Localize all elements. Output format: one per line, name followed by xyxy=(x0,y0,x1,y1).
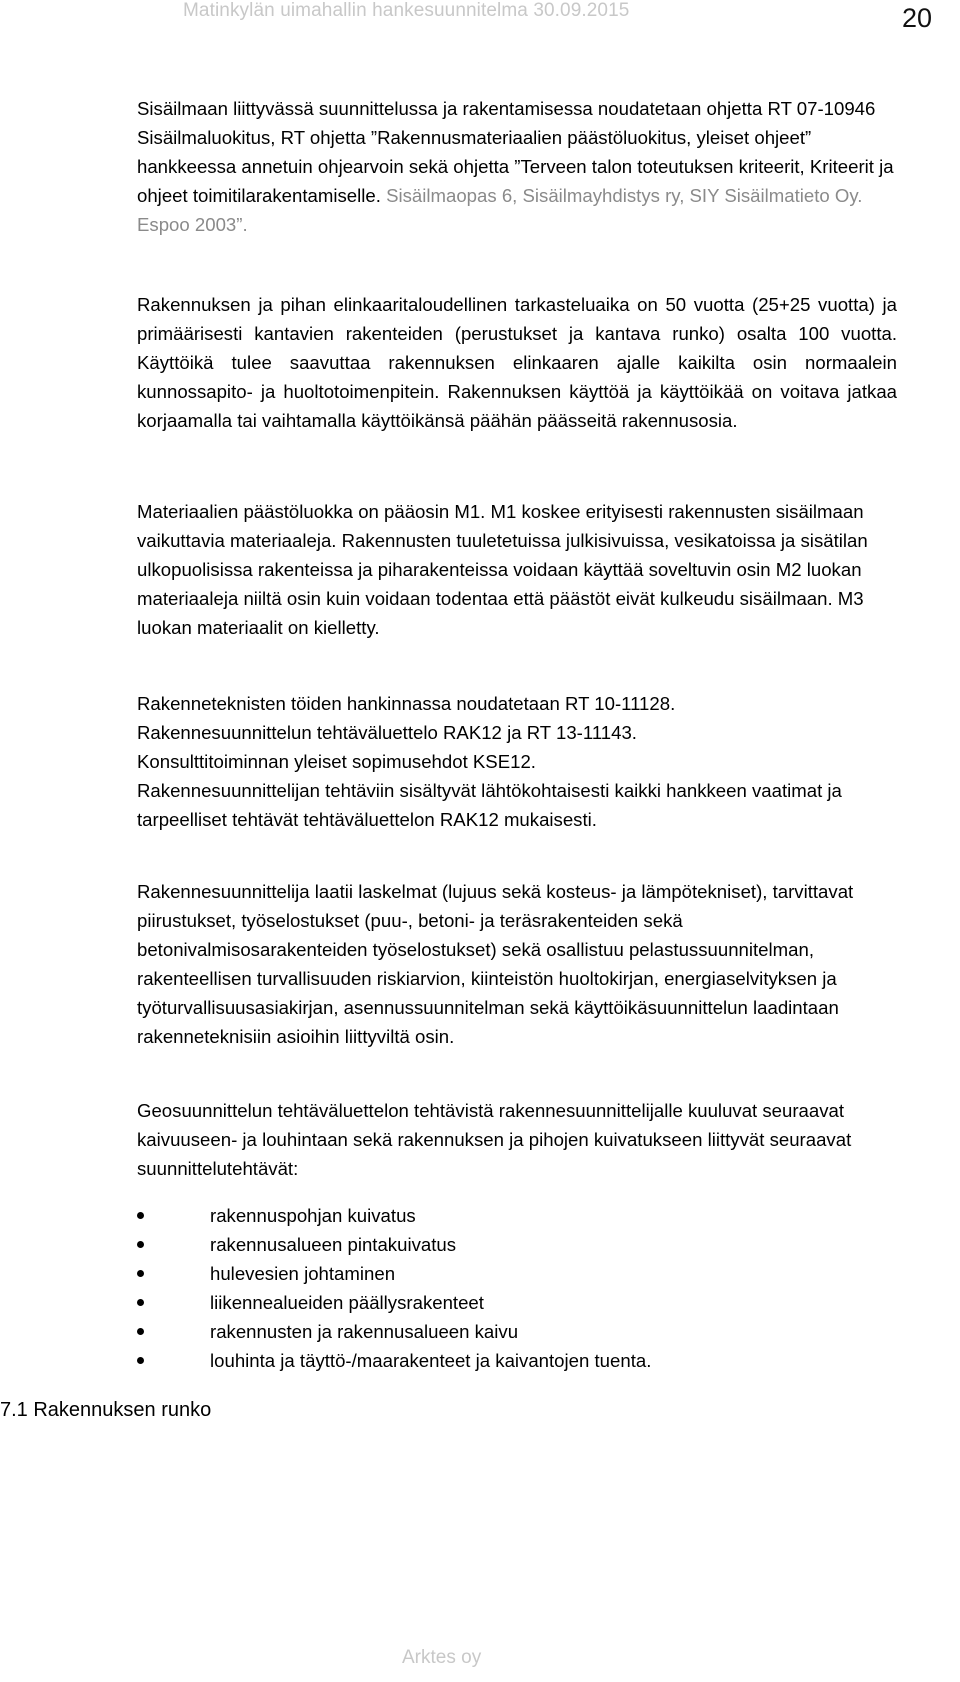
paragraph-geo-design: Geosuunnittelun tehtäväluettelon tehtävistä rakennesuunnittelijalle kuuluvat seuraavat kaivuuseen- ja louhintaan sekä rakennuksen ja pihojen kuivatukseen liittyvät seuraavat suunnittelutehtävät: xyxy=(137,1100,852,1179)
list-item xyxy=(137,1346,651,1375)
bullet-icon xyxy=(137,1357,144,1364)
geo-task-list xyxy=(137,1201,651,1375)
bullet-icon xyxy=(137,1270,144,1277)
paragraph-emission-class: Materiaalien päästöluokka on pääosin M1. M1 koskee erityisesti rakennusten sisäilmaan vaikuttavia materiaaleja. Rakennusten tuuletetuissa julkisivuissa, vesikatoissa ja sisätilan ulkopuolisissa rakenteissa ja piharakenteissa voidaan käyttää soveltuvin osin M2 luokan materiaaleja niiltä osin kuin voidaan todentaa että päästöt eivät kulkeudu sisäilmaan. M3 luokan materiaalit on kielletty. xyxy=(137,501,868,638)
list-item-text: liikennealueiden päällysrakenteet xyxy=(210,1292,484,1313)
section-heading: 7.1 Rakennuksen runko xyxy=(0,1399,212,1421)
bullet-icon xyxy=(137,1212,144,1219)
page-footer: Arktes oy xyxy=(402,1647,482,1668)
page-header-title: Matinkylän uimahallin hankesuunnitelma 30.09.2015 xyxy=(183,0,630,21)
list-item xyxy=(137,1230,651,1259)
list-item xyxy=(137,1259,651,1288)
list-item-text: rakennusten ja rakennusalueen kaivu xyxy=(210,1321,519,1342)
bullet-icon xyxy=(137,1299,144,1306)
paragraph-indoor-air-main: Sisäilmaan liittyvässä suunnittelussa ja rakentamisessa noudatetaan ohjetta RT 07-10946 Sisäilmaluokitus, RT ohjetta ”Rakennusmateriaalien päästöluokitus, yleiset ohjeet” hankkeessa annetuin ohjearvoin sekä ohjetta ”Terveen talon toteutuksen kriteerit, Kriteerit ja ohjeet toimitilarakentamiselle. xyxy=(137,98,894,206)
procurement-line-3: Konsulttitoiminnan yleiset sopimusehdot KSE12. xyxy=(137,751,536,772)
paragraph-lifecycle: Rakennuksen ja pihan elinkaaritaloudellinen tarkasteluaika on 50 vuotta (25+25 vuotta) ja primäärisesti kantavien rakenteiden (perustukset ja kantava runko) osalta 100 vuotta. Käyttöikä tulee saavuttaa rakennuksen elinkaaren ajalle kaikilta osin normaalein kunnossapito- ja huoltotoimenpitein. Rakennuksen käyttöä ja käyttöikää on voitava jatkaa korjaamalla tai vaihtamalla käyttöikänsä päähän päässeitä rakennusosia. xyxy=(137,294,897,431)
paragraph-indoor-air-reference: Sisäilmaopas 6, Sisäilmayhdistys ry, SIY Sisäilmatieto Oy. Espoo 2003”. xyxy=(137,185,863,235)
bullet-icon xyxy=(137,1328,144,1335)
paragraph-procurement xyxy=(137,689,897,834)
list-item xyxy=(137,1201,651,1230)
paragraph-indoor-air xyxy=(137,94,897,239)
list-item-text: hulevesien johtaminen xyxy=(210,1263,396,1284)
procurement-line-4: Rakennesuunnittelijan tehtäviin sisältyvät lähtökohtaisesti kaikki hankkeen vaatimat ja tarpeelliset tehtävät tehtäväluettelon RAK12 mukaisesti. xyxy=(137,780,842,830)
list-item-text: rakennuspohjan kuivatus xyxy=(210,1205,416,1226)
paragraph-structural-designer: Rakennesuunnittelija laatii laskelmat (lujuus sekä kosteus- ja lämpötekniset), tarvittavat piirustukset, työselostukset (puu-, betoni- ja teräsrakenteiden sekä betonivalmisosarakenteiden työselostukset) sekä osallistuu pelastussuunnitelman, rakenteellisen turvallisuuden riskiarvion, kiinteistön huoltokirjan, energiaselvityksen ja työturvallisuusasiakirjan, asennussuunnitelman sekä käyttöikäsuunnittelun laadintaan rakenneteknisiin asioihin liittyviltä osin. xyxy=(137,881,854,1047)
list-item xyxy=(137,1317,651,1346)
page-number: 20 xyxy=(901,3,932,33)
list-item xyxy=(137,1288,651,1317)
list-item-text: louhinta ja täyttö-/maarakenteet ja kaivantojen tuenta. xyxy=(210,1350,652,1371)
procurement-line-1: Rakenneteknisten töiden hankinnassa noudatetaan RT 10-11128. xyxy=(137,693,676,714)
bullet-icon xyxy=(137,1241,144,1248)
procurement-line-2: Rakennesuunnittelun tehtäväluettelo RAK12 ja RT 13-11143. xyxy=(137,722,637,743)
list-item-text: rakennusalueen pintakuivatus xyxy=(210,1234,457,1255)
